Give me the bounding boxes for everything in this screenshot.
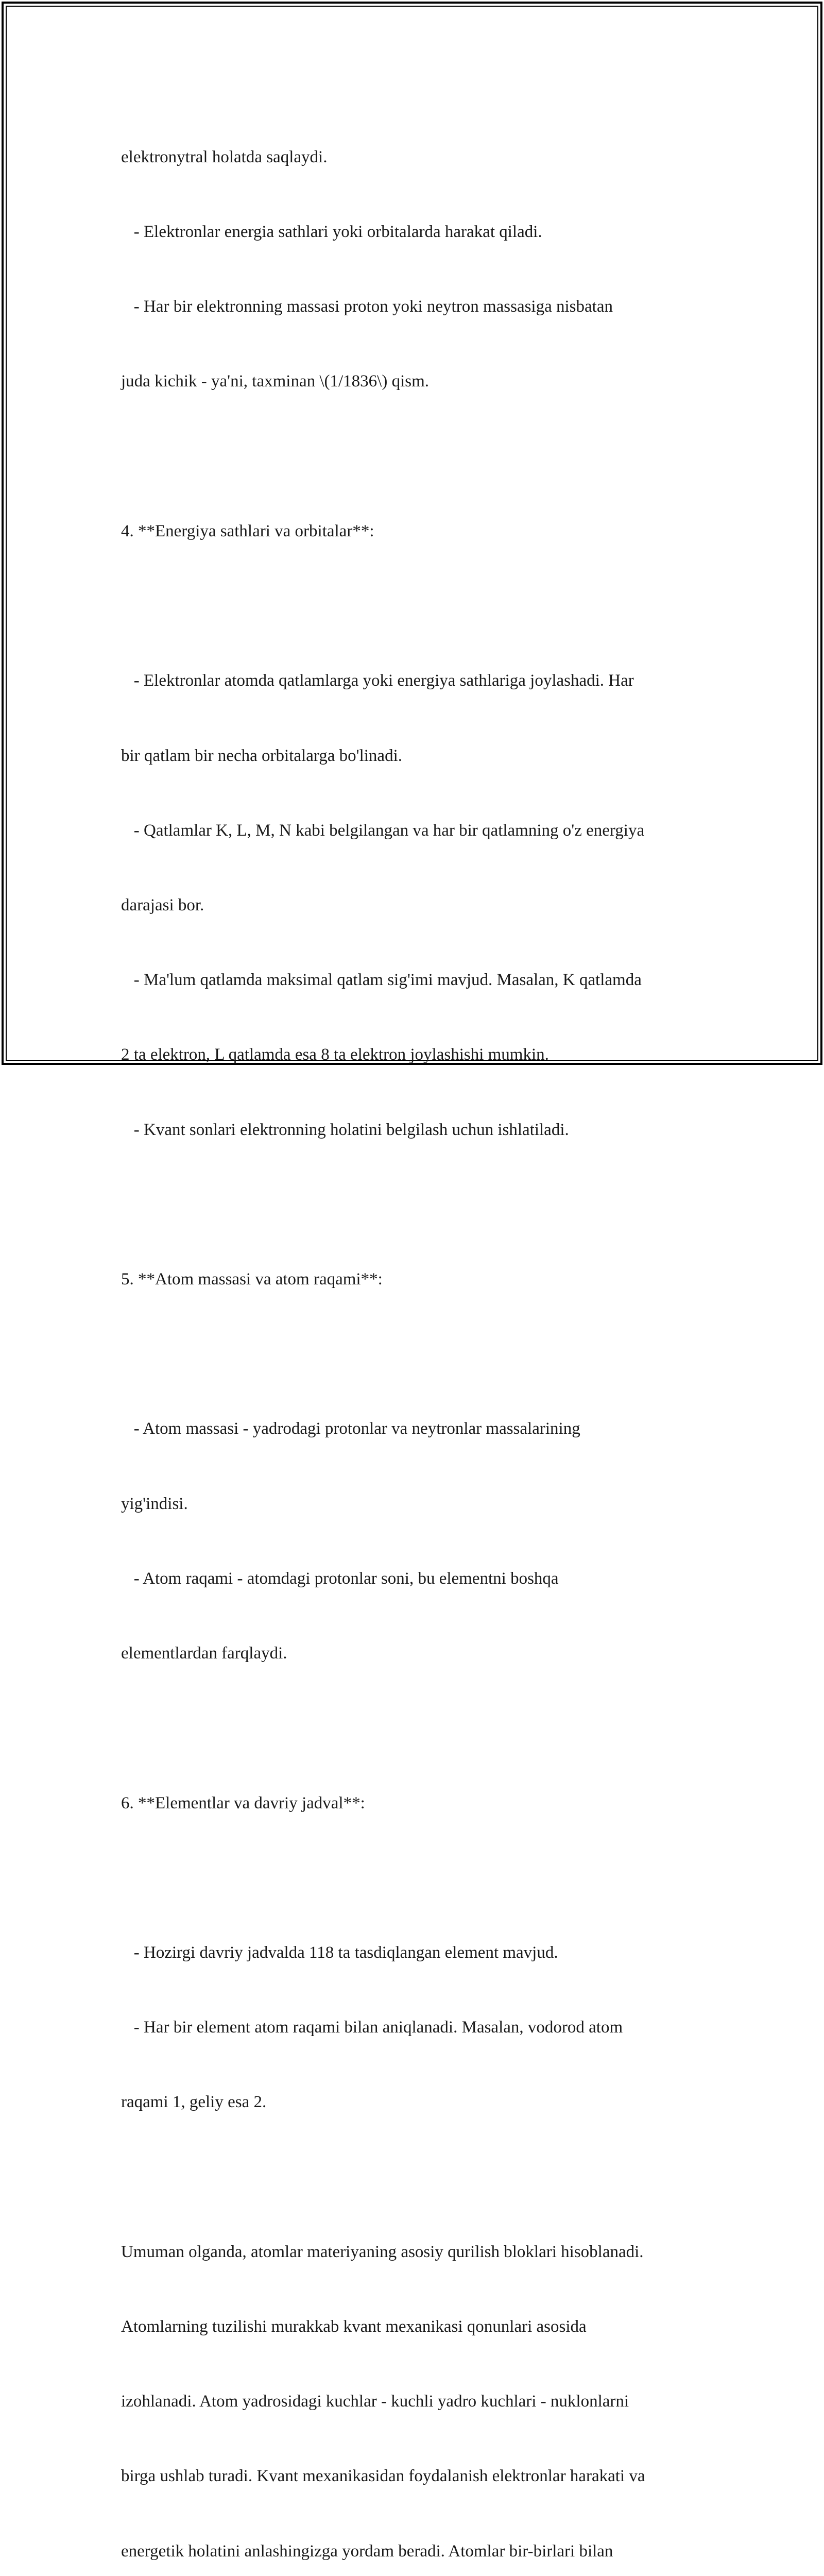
section-heading: 6. **Elementlar va davriy jadval**: <box>121 1793 365 1812</box>
text-line: bir qatlam bir necha orbitalarga bo'linadi. <box>121 746 402 765</box>
text-line: energetik holatini anlashingizga yordam beradi. Atomlar bir-birlari bilan <box>121 2541 613 2561</box>
text-line: - Kvant sonlari elektronning holatini belgilash uchun ishlatiladi. <box>121 1120 569 1139</box>
text-line: juda kichik - ya'ni, taxminan \(1/1836\) qism. <box>121 372 430 391</box>
text-line: izohlanadi. Atom yadrosidagi kuchlar - kuchli yadro kuchlari - nuklonlarni <box>121 2392 629 2411</box>
blank-line <box>121 1866 708 1890</box>
blank-line <box>121 2165 708 2190</box>
blank-line <box>121 594 708 618</box>
text-line: Atomlarning tuzilishi murakkab kvant mexanikasi qonunlari asosida <box>121 2317 587 2336</box>
blank-line <box>121 1716 708 1740</box>
document-body <box>121 95 708 2576</box>
text-line: - Elektronlar atomda qatlamlarga yoki energiya sathlariga joylashadi. Har <box>121 671 634 690</box>
blank-line <box>121 1192 708 1217</box>
text-line: Umuman olganda, atomlar materiyaning asosiy qurilish bloklari hisoblanadi. <box>121 2242 644 2261</box>
text-line: yig'indisi. <box>121 1494 188 1513</box>
blank-line <box>121 444 708 469</box>
text-line: - Qatlamlar K, L, M, N kabi belgilangan va har bir qatlamning o'z energiya <box>121 821 645 840</box>
section-heading: 4. **Energiya sathlari va orbitalar**: <box>121 521 374 540</box>
blank-line <box>121 1342 708 1366</box>
text-line: darajasi bor. <box>121 895 204 914</box>
text-line: - Atom massasi - yadrodagi protonlar va neytronlar massalarining <box>121 1419 580 1438</box>
text-line: - Har bir elektronning massasi proton yoki neytron massasiga nisbatan <box>121 297 613 316</box>
text-line: - Hozirgi davriy jadvalda 118 ta tasdiqlangan element mavjud. <box>121 1943 558 1962</box>
text-line: - Har bir element atom raqami bilan aniqlanadi. Masalan, vodorod atom <box>121 2018 623 2037</box>
text-line: elektronytral holatda saqlaydi. <box>121 147 328 166</box>
text-line: birga ushlab turadi. Kvant mexanikasidan foydalanish elektronlar harakati va <box>121 2467 645 2486</box>
text-line: - Ma'lum qatlamda maksimal qatlam sig'imi mavjud. Masalan, K qatlamda <box>121 971 642 990</box>
text-line: raqami 1, geliy esa 2. <box>121 2093 267 2112</box>
text-line: elementlardan farqlaydi. <box>121 1644 287 1663</box>
text-line: 2 ta elektron, L qatlamda esa 8 ta elektron joylashishi mumkin. <box>121 1045 549 1064</box>
text-line: - Atom raqami - atomdagi protonlar soni, bu elementni boshqa <box>121 1569 559 1588</box>
text-line: - Elektronlar energia sathlari yoki orbitalarda harakat qiladi. <box>121 223 542 242</box>
section-heading: 5. **Atom massasi va atom raqami**: <box>121 1270 383 1289</box>
